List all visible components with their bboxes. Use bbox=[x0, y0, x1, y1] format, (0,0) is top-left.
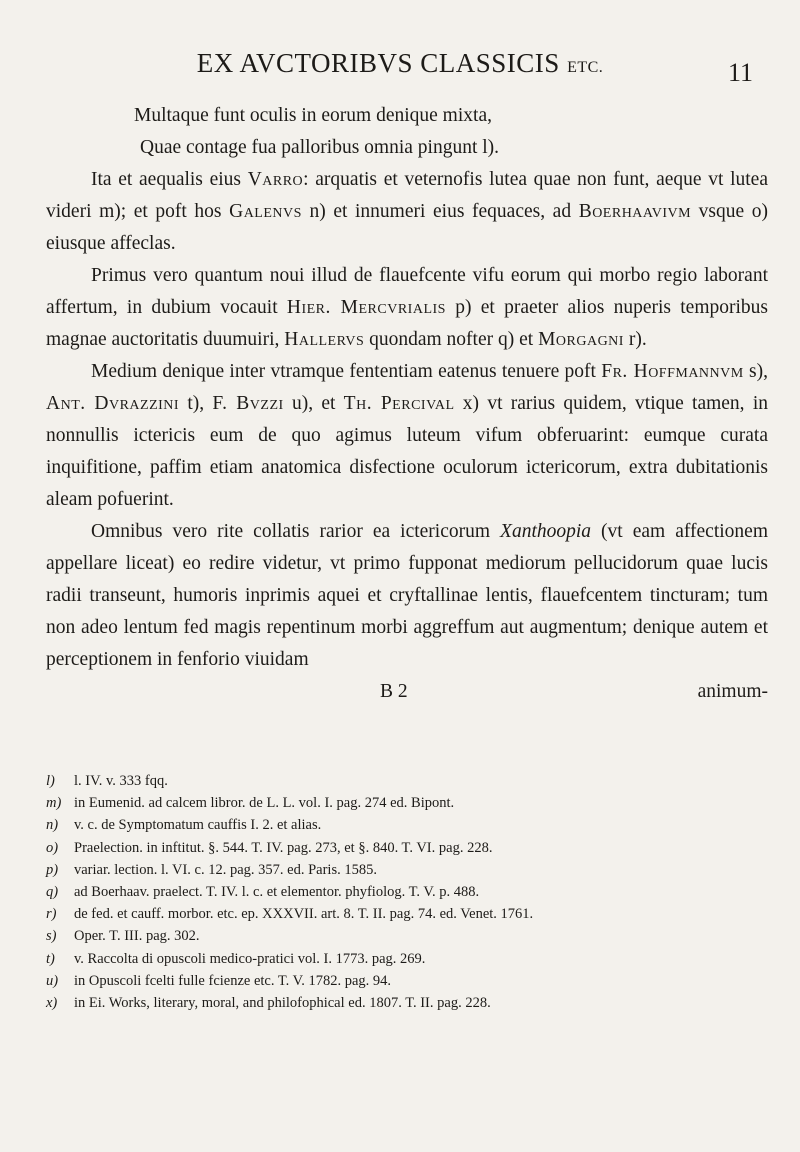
footnote bbox=[46, 903, 768, 925]
text-run: : arquatis et veternofis lutea quae non funt, aeque vt lutea videri m); et poft hos bbox=[46, 169, 768, 222]
author-buzzi: F. Bvzzi bbox=[212, 393, 284, 414]
footnote bbox=[46, 770, 768, 792]
page-number: 11 bbox=[728, 58, 754, 87]
running-title bbox=[100, 48, 700, 79]
running-title-text: EX AVCTORIBVS CLASSICIS bbox=[196, 48, 560, 78]
footnote-text: l. IV. v. 333 fqq. bbox=[74, 773, 168, 789]
footnote-text: in Ei. Works, literary, moral, and philofophical ed. 1807. T. II. pag. 228. bbox=[74, 995, 491, 1012]
signature-line bbox=[46, 676, 768, 708]
text-run: u), et bbox=[283, 393, 344, 414]
footnote bbox=[46, 925, 768, 947]
footnote-mark: q) bbox=[46, 884, 59, 901]
author-varro: Varro bbox=[247, 169, 304, 190]
footnote-mark: s) bbox=[46, 928, 57, 945]
verse-line-2: Quae contage fua palloribus omnia pingunt l). bbox=[140, 137, 500, 158]
footnote bbox=[46, 792, 768, 814]
text-run: t), bbox=[179, 393, 213, 414]
text-run: (vt eam affectionem appellare liceat) eo redire videtur, vt primo fupponat mediorum pellucidorum quae lucis radii transeunt, humoris inprimis aquei et cryftallinae lentis, flauefcentem tincturam; tum non adeo lentum fed magis repentinum morbi aggreffum aut augmentum; denique autem et perceptionem in fenforio viuidam bbox=[46, 521, 768, 670]
text-run: quondam nofter q) et bbox=[364, 329, 539, 350]
text-run: p) et praeter alios nuperis temporibus magnae auctoritatis duumuiri, bbox=[46, 297, 768, 350]
footnote-text: v. Raccolta di opuscoli medico-pratici vol. I. 1773. pag. 269. bbox=[74, 950, 426, 967]
footnote-text: ad Boerhaav. praelect. T. IV. l. c. et elementor. phyfiolog. T. V. p. 488. bbox=[74, 884, 480, 901]
footnote-mark: n) bbox=[46, 817, 59, 834]
author-mercurialis: Hier. Mercvrialis bbox=[286, 297, 446, 318]
text-run: Omnibus vero rite collatis rarior ea ictericorum bbox=[91, 521, 501, 542]
author-vrazzini: Ant. Dvrazzini bbox=[46, 393, 180, 414]
footnote-mark: m) bbox=[46, 795, 62, 812]
footnotes bbox=[46, 770, 768, 1014]
footnote bbox=[46, 837, 768, 859]
footnote-text: in Opuscoli fcelti fulle fcienze etc. T. V. 1782. pag. 94. bbox=[74, 972, 392, 989]
footnote-mark: o) bbox=[46, 839, 59, 856]
footnote bbox=[46, 948, 768, 970]
text-run: s), bbox=[743, 361, 768, 382]
footnote bbox=[46, 992, 768, 1014]
term-xanthoopia: Xanthoopia bbox=[500, 521, 592, 542]
footnote-text: Oper. T. III. pag. 302. bbox=[74, 928, 200, 945]
text-run: Medium denique inter vtramque fententiam eatenus tenuere poft bbox=[91, 361, 602, 382]
main-text bbox=[46, 100, 768, 708]
paragraph-2 bbox=[46, 260, 768, 356]
footnote-mark: r) bbox=[46, 906, 57, 923]
text-run: Primus vero quantum noui illud de flauefcente vifu eorum qui morbo regio laborant affertum, in dubium vocauit bbox=[46, 265, 768, 318]
footnote-text: de fed. et cauff. morbor. etc. ep. XXXVII. art. 8. T. II. pag. 74. ed. Venet. 1761. bbox=[74, 906, 534, 923]
text-run: Ita et aequalis eius bbox=[91, 169, 248, 190]
author-percival: Th. Percival bbox=[343, 393, 455, 414]
catchword: animum- bbox=[697, 681, 768, 702]
text-run: r). bbox=[623, 329, 647, 350]
author-hoffmann: Fr. Hoffmannvm bbox=[601, 361, 744, 382]
footnote-text: variar. lection. l. VI. c. 12. pag. 357. ed. Paris. 1585. bbox=[74, 861, 377, 878]
text-run: n) et innumeri eius fequaces, ad bbox=[301, 201, 579, 222]
author-hallerus: Hallervs bbox=[284, 329, 365, 350]
footnote bbox=[46, 859, 768, 881]
signature-mark: B 2 bbox=[380, 681, 408, 702]
footnote-text: v. c. de Symptomatum cauffis I. 2. et alias. bbox=[74, 817, 322, 834]
footnote-mark: p) bbox=[46, 861, 59, 878]
paragraph-4 bbox=[46, 516, 768, 676]
footnote-text: Praelection. in inftitut. §. 544. T. IV. pag. 273, et §. 840. T. VI. pag. 228. bbox=[74, 839, 493, 856]
paragraph-3 bbox=[46, 356, 768, 516]
author-morgagni: Morgagni bbox=[538, 329, 624, 350]
text-run: x) vt rarius quidem, vtique tamen, in nonnullis ictericis eum de quo agimus luteum vifum obferuarint: eumque curata inquifitione, paffim etiam anatomica disfectione oculorum ictericorum, extra dubitationis aleam pofuerint. bbox=[46, 393, 768, 510]
footnote bbox=[46, 881, 768, 903]
footnote-mark: u) bbox=[46, 972, 59, 989]
footnote-mark: x) bbox=[46, 995, 58, 1012]
page-header bbox=[0, 44, 800, 87]
author-galenus: Galenvs bbox=[229, 201, 302, 222]
footnote bbox=[46, 814, 768, 836]
footnote-text: in Eumenid. ad calcem libror. de L. L. vol. I. pag. 274 ed. Bipont. bbox=[74, 795, 455, 812]
verse-line-1: Multaque funt oculis in eorum denique mixta, bbox=[134, 105, 492, 126]
footnote bbox=[46, 970, 768, 992]
author-boerhaave: Boerhaavivm bbox=[578, 201, 692, 222]
running-title-etc: ETC. bbox=[567, 59, 604, 76]
paragraph-1 bbox=[46, 164, 768, 260]
footnote-mark: t) bbox=[46, 950, 55, 967]
text-run: vsque o) eiusque affeclas. bbox=[46, 201, 768, 254]
footnote-mark: l) bbox=[46, 773, 55, 789]
